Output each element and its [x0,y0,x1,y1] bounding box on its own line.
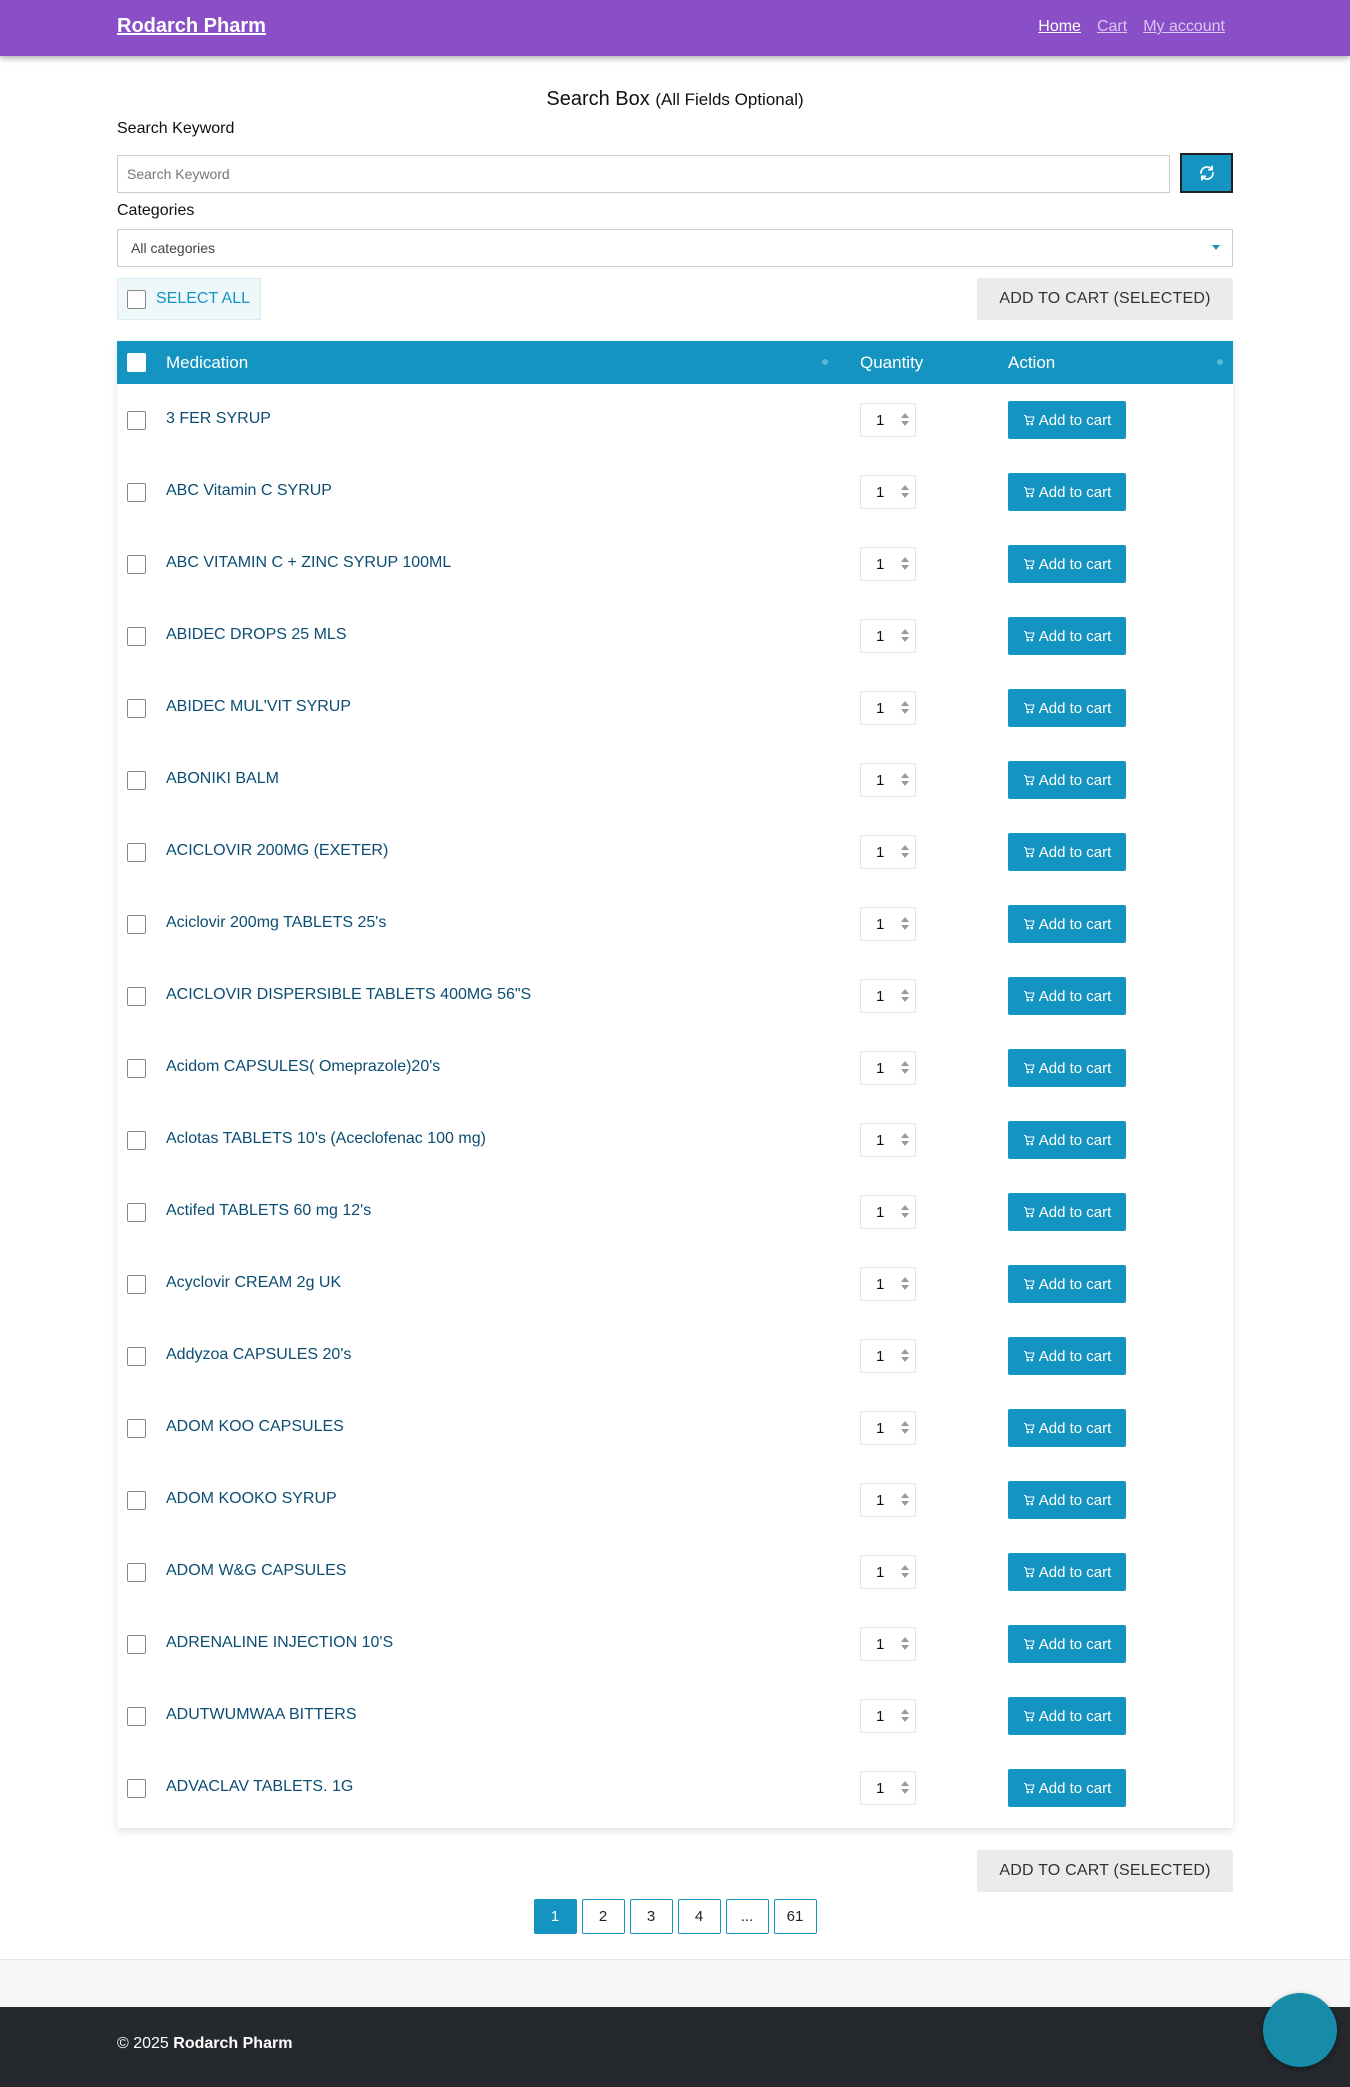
quantity-value[interactable]: 1 [876,1060,885,1077]
spinner-arrows-icon[interactable] [901,773,909,786]
quantity-stepper[interactable] [860,907,916,941]
row-checkbox[interactable] [127,699,146,718]
medication-name: Actifed TABLETS 60 mg 12's [166,1202,372,1219]
add-to-cart-button[interactable] [1008,905,1126,943]
pagination [0,1899,1350,1934]
add-to-cart-label: Add to cart [1038,1707,1112,1725]
add-to-cart-button[interactable] [1008,1121,1126,1159]
medication-name: Acyclovir CREAM 2g UK [166,1274,342,1291]
categories-label: Categories [117,202,195,219]
add-to-cart-button[interactable] [1008,617,1126,655]
quantity-stepper[interactable] [860,1267,916,1301]
cart-icon [1023,558,1035,570]
page-button[interactable]: 4 [678,1899,721,1934]
medication-name: ADUTWUMWAA BITTERS [166,1706,357,1723]
add-to-cart-label: Add to cart [1038,483,1112,501]
cart-icon [1023,1062,1035,1074]
add-to-cart-button[interactable] [1008,761,1126,799]
select-all-label: SELECT ALL [156,290,250,307]
add-to-cart-button[interactable] [1008,1625,1126,1663]
table-body [117,384,1233,1824]
quantity-stepper[interactable] [860,475,916,509]
add-to-cart-label: Add to cart [1038,1275,1112,1293]
medication-name: ABC VITAMIN C + ZINC SYRUP 100ML [166,554,452,571]
cart-icon [1023,1638,1035,1650]
add-to-cart-button[interactable] [1008,473,1126,511]
add-to-cart-label: Add to cart [1038,411,1112,429]
quantity-stepper[interactable] [860,1483,916,1517]
quantity-stepper[interactable] [860,1555,916,1589]
spinner-arrows-icon[interactable] [901,629,909,642]
table-row [117,528,1233,600]
spinner-arrows-icon[interactable] [901,1709,909,1722]
row-checkbox[interactable] [127,1707,146,1726]
row-checkbox[interactable] [127,1779,146,1798]
cart-icon [1023,630,1035,642]
quantity-value[interactable]: 1 [876,1204,885,1221]
add-to-cart-button[interactable] [1008,1265,1126,1303]
quantity-value[interactable]: 1 [876,1348,885,1365]
row-checkbox[interactable] [127,843,146,862]
spinner-arrows-icon[interactable] [901,557,909,570]
row-checkbox[interactable] [127,1419,146,1438]
copyright-brand: Rodarch Pharm [173,2035,293,2052]
table-row [117,1752,1233,1824]
medication-name: Addyzoa CAPSULES 20's [166,1346,352,1363]
spinner-arrows-icon[interactable] [901,485,909,498]
column-header-action: Action [1008,353,1056,372]
spinner-arrows-icon[interactable] [901,701,909,714]
quantity-value[interactable]: 1 [876,844,885,861]
quantity-value[interactable]: 1 [876,988,885,1005]
spinner-arrows-icon[interactable] [901,413,909,426]
spinner-arrows-icon[interactable] [901,1277,909,1290]
cart-icon [1023,1782,1035,1794]
row-checkbox[interactable] [127,555,146,574]
quantity-stepper[interactable] [860,979,916,1013]
add-to-cart-label: Add to cart [1038,771,1112,789]
medication-name: ACICLOVIR 200MG (EXETER) [166,842,389,859]
add-to-cart-label: Add to cart [1038,555,1112,573]
table-row [117,600,1233,672]
select-all-toggle[interactable] [117,278,261,320]
table-row [117,672,1233,744]
table-row [117,1176,1233,1248]
table-row [117,456,1233,528]
header-checkbox[interactable] [127,353,146,372]
quantity-stepper[interactable] [860,1123,916,1157]
add-to-cart-label: Add to cart [1038,915,1112,933]
table-row [117,744,1233,816]
medication-name: ADOM W&G CAPSULES [166,1562,347,1579]
table-row [117,1680,1233,1752]
add-to-cart-label: Add to cart [1038,1563,1112,1581]
row-checkbox[interactable] [127,1347,146,1366]
cart-icon [1023,990,1035,1002]
medication-table [117,341,1233,1828]
spinner-arrows-icon[interactable] [901,917,909,930]
table-row [117,1464,1233,1536]
nav-account-link[interactable]: My account [1143,18,1225,35]
cart-icon [1023,918,1035,930]
quantity-value[interactable]: 1 [876,556,885,573]
cart-icon [1023,702,1035,714]
table-row [117,1032,1233,1104]
quantity-value[interactable]: 1 [876,628,885,645]
row-checkbox[interactable] [127,1059,146,1078]
cart-icon [1023,1206,1035,1218]
add-to-cart-button[interactable] [1008,1049,1126,1087]
add-to-cart-label: Add to cart [1038,1347,1112,1365]
search-title-text: Search Box [546,88,650,110]
nav-cart-link[interactable]: Cart [1096,18,1128,35]
quantity-stepper[interactable] [860,1195,916,1229]
quantity-stepper[interactable] [860,547,916,581]
spinner-arrows-icon[interactable] [901,1349,909,1362]
add-to-cart-button[interactable] [1008,401,1126,439]
quantity-stepper[interactable] [860,1627,916,1661]
quantity-value[interactable]: 1 [876,412,885,429]
medication-name: ABC Vitamin C SYRUP [166,482,332,499]
add-to-cart-button[interactable] [1008,1769,1126,1807]
column-header-quantity: Quantity [860,353,924,372]
page-button[interactable]: 3 [630,1899,673,1934]
cart-icon [1023,846,1035,858]
quantity-value[interactable]: 1 [876,1636,885,1653]
table-row [117,1392,1233,1464]
chat-widget-button[interactable] [1263,1993,1337,2067]
cart-icon [1023,1710,1035,1722]
quantity-stepper[interactable] [860,763,916,797]
quantity-value[interactable]: 1 [876,484,885,501]
sort-indicator-icon[interactable] [1217,359,1223,365]
top-navbar [0,0,1350,56]
quantity-value[interactable]: 1 [876,1492,885,1509]
brand-link[interactable]: Rodarch Pharm [117,15,266,37]
add-to-cart-button[interactable] [1008,1553,1126,1591]
quantity-value[interactable]: 1 [876,772,885,789]
add-to-cart-button[interactable] [1008,545,1126,583]
row-checkbox[interactable] [127,1563,146,1582]
quantity-value[interactable]: 1 [876,1276,885,1293]
footer [0,2007,1350,2087]
spinner-arrows-icon[interactable] [901,989,909,1002]
add-to-cart-button[interactable] [1008,1193,1126,1231]
cart-icon [1023,1566,1035,1578]
add-to-cart-button[interactable] [1008,1409,1126,1447]
medication-name: ADRENALINE INJECTION 10'S [166,1634,394,1651]
quantity-value[interactable]: 1 [876,1564,885,1581]
spinner-arrows-icon[interactable] [901,1061,909,1074]
quantity-stepper[interactable] [860,1339,916,1373]
spinner-arrows-icon[interactable] [901,1781,909,1794]
add-to-cart-label: Add to cart [1038,699,1112,717]
quantity-value[interactable]: 1 [876,1708,885,1725]
medication-name: ACICLOVIR DISPERSIBLE TABLETS 400MG 56"S [166,986,532,1003]
add-to-cart-label: Add to cart [1038,1059,1112,1077]
add-to-cart-label: Add to cart [1038,843,1112,861]
add-to-cart-label: Add to cart [1038,1779,1112,1797]
quantity-value[interactable]: 1 [876,1132,885,1149]
table-row [117,1536,1233,1608]
add-to-cart-button[interactable] [1008,689,1126,727]
row-checkbox[interactable] [127,1131,146,1150]
add-to-cart-button[interactable] [1008,833,1126,871]
spinner-arrows-icon[interactable] [901,845,909,858]
medication-name: ADOM KOO CAPSULES [166,1418,344,1435]
table-header [117,341,1233,384]
table-row [117,1320,1233,1392]
add-selected-button-bottom[interactable]: ADD TO CART (SELECTED) [977,1850,1233,1892]
spinner-arrows-icon[interactable] [901,1421,909,1434]
refresh-button[interactable] [1180,153,1233,193]
categories-select[interactable] [117,229,1233,267]
main-nav [1038,18,1225,36]
quantity-stepper[interactable] [860,1699,916,1733]
medication-name: ABONIKI BALM [166,770,279,787]
table-row [117,1104,1233,1176]
copyright [117,2035,292,2053]
row-checkbox[interactable] [127,483,146,502]
row-checkbox[interactable] [127,771,146,790]
sort-indicator-icon[interactable] [822,359,828,365]
spinner-arrows-icon[interactable] [901,1565,909,1578]
add-to-cart-label: Add to cart [1038,627,1112,645]
table-row [117,384,1233,456]
categories-selected-value: All categories [131,240,216,256]
refresh-icon [1198,164,1216,182]
spinner-arrows-icon[interactable] [901,1493,909,1506]
footer-spacer [0,1959,1350,2007]
quantity-stepper[interactable] [860,1411,916,1445]
spinner-arrows-icon[interactable] [901,1205,909,1218]
select-all-checkbox[interactable] [127,290,146,309]
add-to-cart-button[interactable] [1008,1337,1126,1375]
cart-icon [1023,486,1035,498]
medication-name: ABIDEC MUL'VIT SYRUP [166,698,352,715]
add-to-cart-button[interactable] [1008,1697,1126,1735]
cart-icon [1023,1422,1035,1434]
search-box-title [0,88,1350,111]
medication-name: Aclotas TABLETS 10's (Aceclofenac 100 mg) [166,1130,486,1147]
quantity-stepper[interactable] [860,691,916,725]
table-row [117,1248,1233,1320]
quantity-stepper[interactable] [860,619,916,653]
search-title-note: (All Fields Optional) [655,90,804,109]
add-to-cart-label: Add to cart [1038,1131,1112,1149]
row-checkbox[interactable] [127,411,146,430]
row-checkbox[interactable] [127,1635,146,1654]
add-to-cart-button[interactable] [1008,977,1126,1015]
pagination-ellipsis[interactable]: ... [726,1899,769,1934]
quantity-value[interactable]: 1 [876,1420,885,1437]
add-to-cart-label: Add to cart [1038,987,1112,1005]
quantity-stepper[interactable] [860,403,916,437]
spinner-arrows-icon[interactable] [901,1637,909,1650]
medication-name: Aciclovir 200mg TABLETS 25's [166,914,387,931]
spinner-arrows-icon[interactable] [901,1133,909,1146]
row-checkbox[interactable] [127,1275,146,1294]
quantity-value[interactable]: 1 [876,916,885,933]
table-row [117,816,1233,888]
chevron-down-icon [1212,245,1220,250]
page-button[interactable]: 1 [534,1899,577,1934]
medication-name: ABIDEC DROPS 25 MLS [166,626,347,643]
medication-name: ADVACLAV TABLETS. 1G [166,1778,354,1795]
copyright-prefix: © 2025 [117,2035,169,2052]
keyword-label: Search Keyword [117,120,235,137]
cart-icon [1023,1134,1035,1146]
nav-home-link[interactable]: Home [1038,18,1081,35]
medication-name: 3 FER SYRUP [166,410,271,427]
medication-name: Acidom CAPSULES( Omeprazole)20's [166,1058,441,1075]
cart-icon [1023,414,1035,426]
row-checkbox[interactable] [127,987,146,1006]
add-to-cart-button[interactable] [1008,1481,1126,1519]
medication-name: ADOM KOOKO SYRUP [166,1490,337,1507]
add-to-cart-label: Add to cart [1038,1635,1112,1653]
add-to-cart-label: Add to cart [1038,1419,1112,1437]
row-checkbox[interactable] [127,915,146,934]
column-header-medication[interactable]: Medication [166,353,249,372]
row-checkbox[interactable] [127,1203,146,1222]
row-checkbox[interactable] [127,627,146,646]
quantity-value[interactable]: 1 [876,700,885,717]
add-to-cart-label: Add to cart [1038,1491,1112,1509]
table-row [117,1608,1233,1680]
row-checkbox[interactable] [127,1491,146,1510]
page-button[interactable]: 61 [774,1899,817,1934]
quantity-stepper[interactable] [860,835,916,869]
page-button[interactable]: 2 [582,1899,625,1934]
cart-icon [1023,1350,1035,1362]
add-selected-button-top[interactable]: ADD TO CART (SELECTED) [977,278,1233,320]
cart-icon [1023,1278,1035,1290]
cart-icon [1023,1494,1035,1506]
quantity-value[interactable]: 1 [876,1780,885,1797]
quantity-stepper[interactable] [860,1051,916,1085]
cart-icon [1023,774,1035,786]
add-to-cart-label: Add to cart [1038,1203,1112,1221]
table-row [117,960,1233,1032]
table-row [117,888,1233,960]
search-keyword-input[interactable] [117,155,1170,193]
quantity-stepper[interactable] [860,1771,916,1805]
